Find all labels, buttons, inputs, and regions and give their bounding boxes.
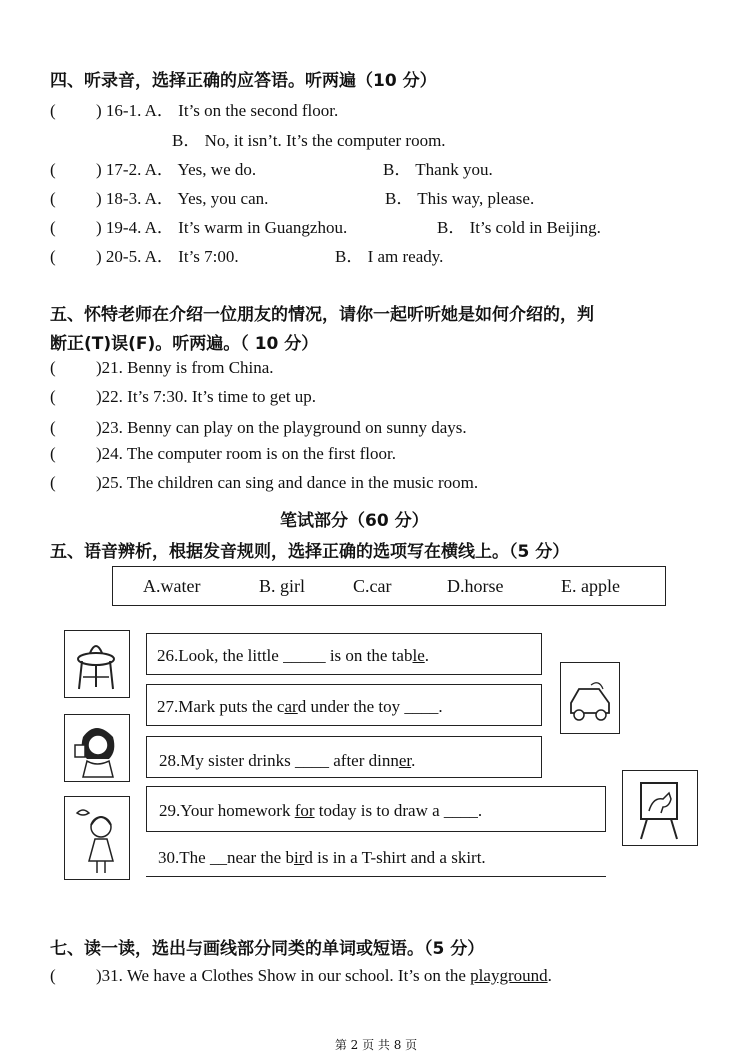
- q20-option-b: B． I am ready.: [335, 247, 444, 266]
- table-picture: [64, 630, 130, 698]
- q22-row: ( )22. It’s 7:30. It’s time to get up.: [50, 387, 317, 406]
- section5-heading-line2: 断正(T)误(F)。听两遍。（ 10 分）: [50, 334, 319, 354]
- page-footer: 第 2 页 共 8 页: [334, 1038, 418, 1052]
- section7-heading: 七、读一读，选出与画线部分同类的单词或短语。（5 分）: [50, 939, 485, 959]
- q30-text: 30.The __near the bird is in a T-shirt and a skirt.: [158, 848, 486, 867]
- option-c: C.car: [353, 576, 392, 596]
- bird-girl-picture: [64, 796, 130, 880]
- q28-text: 28.My sister drinks ____ after dinner.: [159, 751, 416, 770]
- q24-row: ( )24. The computer room is on the first floor.: [50, 444, 396, 463]
- q17-option-b: B． Thank you.: [383, 160, 493, 179]
- girl-drinking-picture: [64, 714, 130, 782]
- option-d: D.horse: [447, 576, 504, 596]
- q16-option-b: B． No, it isn’t. It’s the computer room.: [172, 131, 446, 150]
- q19-option-b: B． It’s cold in Beijing.: [437, 218, 601, 237]
- section4-heading: 四、听录音，选择正确的应答语。听两遍（10 分）: [50, 71, 437, 91]
- q23-row: ( )23. Benny can play on the playground on sunny days.: [50, 418, 467, 437]
- q28-box: [146, 736, 542, 778]
- phonics-heading: 五、语音辨析，根据发音规则，选择正确的选项写在横线上。（5 分）: [50, 542, 570, 562]
- q27-box: [146, 684, 542, 726]
- q29-text: 29.Your homework for today is to draw a ____.: [159, 801, 483, 820]
- q18-option-b: B． This way, please.: [385, 189, 535, 208]
- q18-row: ( ) 18-3. A． Yes, you can.: [50, 189, 269, 208]
- q25-row: ( )25. The children can sing and dance in the music room.: [50, 473, 479, 492]
- q26-text: 26.Look, the little _____ is on the table.: [157, 646, 429, 665]
- q26-box: [146, 633, 542, 675]
- options-box: [112, 566, 666, 606]
- q16-row: ( ) 16-1. A． It’s on the second floor.: [50, 101, 339, 120]
- q20-row: ( ) 20-5. A． It’s 7:00.: [50, 247, 239, 266]
- q19-row: ( ) 19-4. A． It’s warm in Guangzhou.: [50, 218, 348, 237]
- horse-easel-picture: [622, 770, 698, 846]
- q21-row: ( )21. Benny is from China.: [50, 358, 274, 377]
- q29-box: [146, 786, 606, 832]
- q27-text: 27.Mark puts the card under the toy ____.: [157, 697, 443, 716]
- written-part-title: 笔试部分（60 分）: [280, 511, 429, 531]
- q31-row: ( )31. We have a Clothes Show in our school. It’s on the playground.: [50, 966, 552, 985]
- toy-car-picture: [560, 662, 620, 734]
- q30-underline: [146, 876, 606, 877]
- option-a: A.water: [143, 576, 201, 596]
- option-e: E. apple: [561, 576, 620, 596]
- q17-row: ( ) 17-2. A． Yes, we do.: [50, 160, 257, 179]
- option-b: B. girl: [259, 576, 306, 596]
- section5-heading-line1: 五、怀特老师在介绍一位朋友的情况，请你一起听听她是如何介绍的，判: [50, 305, 594, 325]
